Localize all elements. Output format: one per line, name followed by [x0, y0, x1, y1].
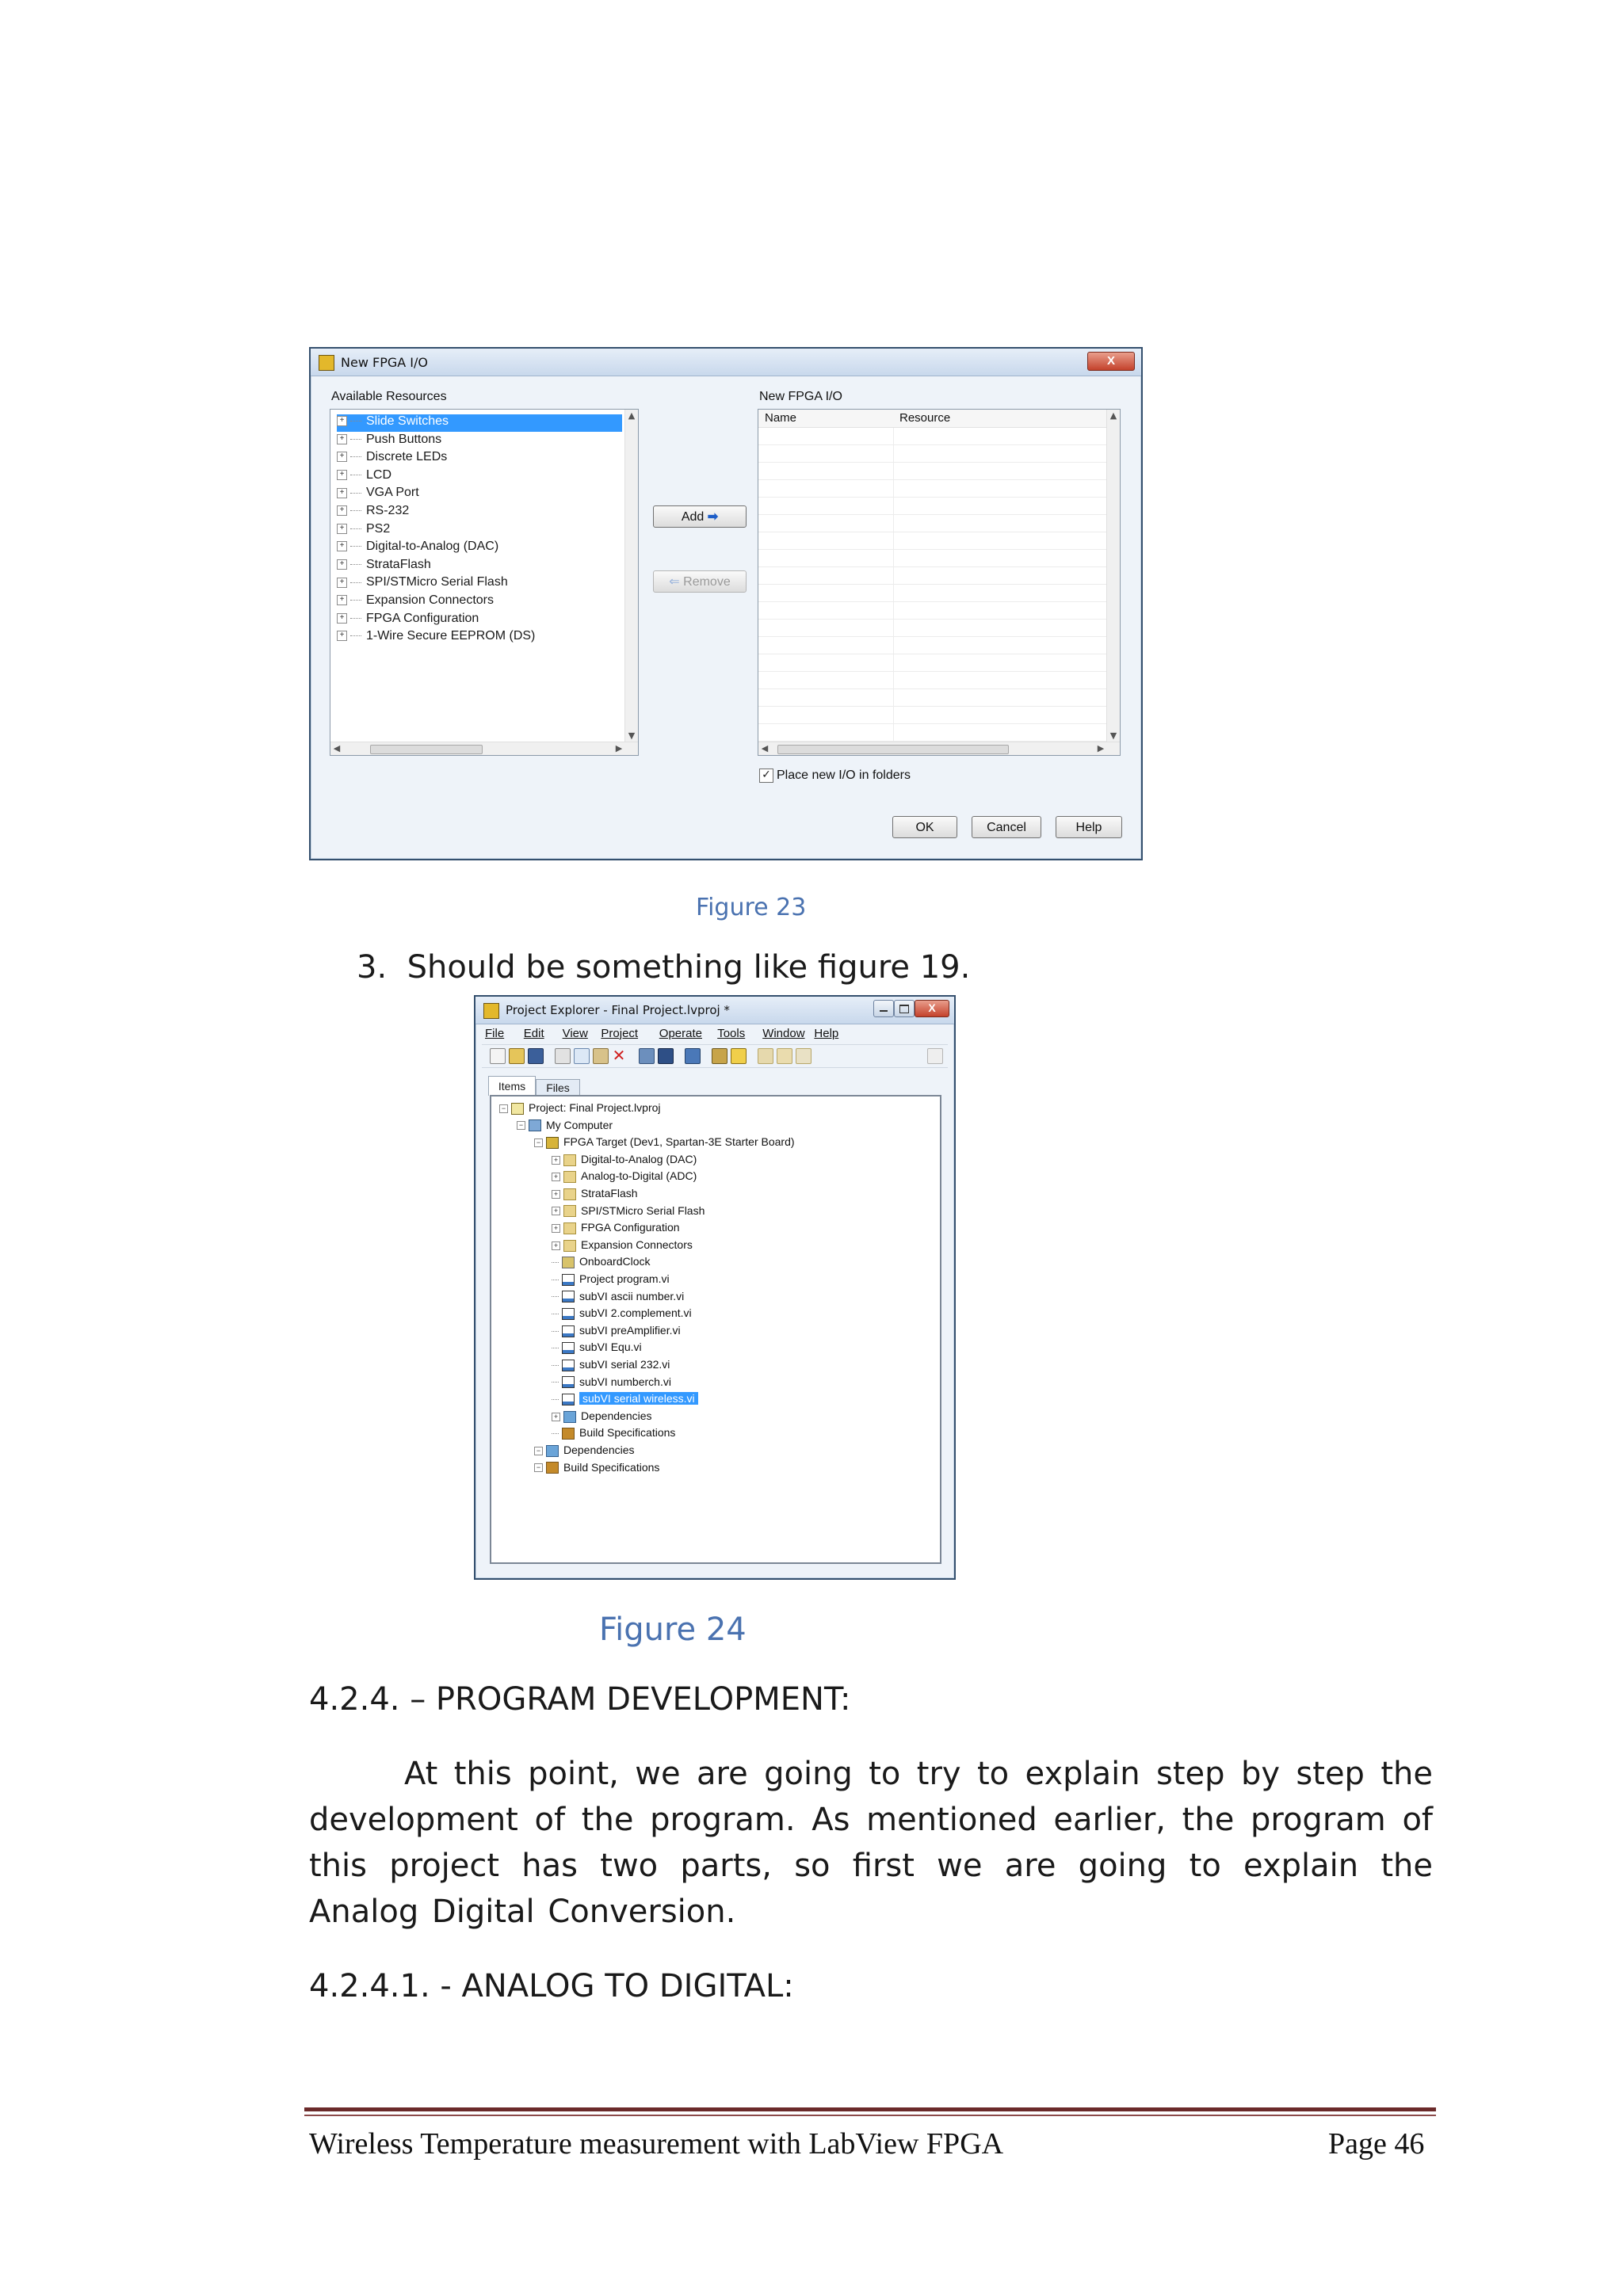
tree-item-label: FPGA Target (Dev1, Spartan-3E Starter Board) — [563, 1135, 795, 1149]
col-name-header[interactable]: Name — [765, 411, 797, 425]
close-icon: X — [928, 1001, 936, 1014]
tree-item-label: subVI Equ.vi — [579, 1341, 642, 1354]
tree-connector — [350, 635, 361, 636]
deploy-icon[interactable] — [658, 1048, 674, 1064]
tree-item[interactable] — [534, 1135, 795, 1152]
resource-label: Slide Switches — [366, 414, 449, 428]
resource-item[interactable] — [337, 593, 494, 611]
refresh-icon[interactable] — [796, 1048, 812, 1064]
tree-item[interactable] — [552, 1169, 697, 1186]
collapse-icon[interactable]: − — [534, 1463, 543, 1472]
expand-icon[interactable]: + — [337, 541, 347, 551]
resource-label: LCD — [366, 467, 392, 482]
tree-item[interactable] — [552, 1204, 705, 1221]
build-icon — [546, 1462, 559, 1474]
resource-item[interactable] — [337, 522, 390, 540]
resource-item[interactable] — [337, 558, 431, 575]
scroll-right-icon[interactable]: ▶ — [615, 743, 623, 753]
computer-icon — [529, 1119, 541, 1131]
labview-icon — [319, 355, 334, 371]
vi-icon — [562, 1394, 575, 1405]
project-explorer-window — [474, 995, 956, 1580]
resource-label: StrataFlash — [366, 557, 431, 571]
ok-button[interactable]: OK — [892, 816, 957, 838]
tree-item[interactable] — [552, 1187, 638, 1203]
tree-item[interactable] — [552, 1324, 681, 1341]
remove-button[interactable] — [653, 570, 747, 593]
footer-rule — [304, 2107, 1436, 2111]
resource-label: Push Buttons — [366, 432, 442, 446]
tree-item-label: Expansion Connectors — [581, 1238, 693, 1251]
menu-project[interactable]: Project — [601, 1027, 639, 1040]
collapse-icon[interactable]: − — [517, 1121, 525, 1130]
new-icon[interactable] — [490, 1048, 506, 1064]
resource-label: FPGA Configuration — [366, 611, 479, 625]
scroll-up-icon[interactable]: ▲ — [1109, 410, 1117, 421]
resource-label: 1-Wire Secure EEPROM (DS) — [366, 629, 536, 643]
expand-icon[interactable]: + — [552, 1156, 560, 1165]
maximize-icon — [899, 1005, 909, 1013]
tree-item[interactable] — [552, 1272, 670, 1289]
tree-connector — [350, 600, 361, 601]
new-fpga-io-table[interactable] — [758, 409, 1121, 756]
close-icon: X — [1106, 354, 1115, 368]
menu-view[interactable]: View — [562, 1027, 588, 1040]
available-resources-label: Available Resources — [331, 390, 447, 403]
expand-icon[interactable]: + — [337, 434, 347, 444]
arrow-right-icon: ➡ — [707, 510, 719, 524]
tree-connector — [350, 510, 361, 511]
folder-icon — [563, 1171, 576, 1183]
tree-item-label: Dependencies — [581, 1409, 652, 1422]
vi-icon — [562, 1291, 575, 1302]
resource-item[interactable] — [337, 540, 498, 557]
tab-items[interactable] — [488, 1076, 536, 1096]
resource-label: Expansion Connectors — [366, 593, 494, 607]
scroll-right-icon[interactable]: ▶ — [1097, 743, 1105, 753]
view-options-icon[interactable] — [685, 1048, 701, 1064]
figure-23-caption: Figure 23 — [696, 894, 807, 921]
minimize-icon — [880, 1010, 888, 1012]
tree-connector — [552, 1433, 559, 1434]
add-button-label: Add — [681, 510, 705, 524]
expand-icon[interactable]: + — [337, 595, 347, 605]
vi-icon — [562, 1376, 575, 1388]
expand-icon[interactable]: + — [552, 1241, 560, 1250]
table-horizontal-scrollbar[interactable] — [758, 742, 1120, 755]
paste-icon[interactable] — [593, 1048, 609, 1064]
collapse-icon[interactable]: − — [534, 1138, 543, 1147]
table-grid — [758, 428, 1107, 742]
tree-connector — [552, 1331, 559, 1332]
tree-item[interactable] — [552, 1358, 670, 1375]
cut-icon[interactable] — [555, 1048, 571, 1064]
find-icon[interactable] — [927, 1048, 943, 1064]
table-scroll-thumb[interactable] — [777, 745, 1009, 754]
expand-icon[interactable]: + — [337, 559, 347, 570]
menu-operate[interactable]: Operate — [659, 1027, 702, 1040]
vi-icon — [562, 1308, 575, 1320]
menu-file[interactable]: File — [485, 1027, 505, 1040]
resource-item[interactable] — [337, 504, 409, 521]
scroll-left-icon[interactable]: ◀ — [761, 743, 769, 753]
cancel-button[interactable]: Cancel — [972, 816, 1041, 838]
maximize-button[interactable] — [894, 1000, 915, 1017]
folder-icon — [563, 1188, 576, 1200]
tree-item-label: OnboardClock — [579, 1255, 651, 1268]
page-number: Page 46 — [1328, 2127, 1425, 2161]
expand-icon[interactable]: + — [337, 488, 347, 498]
close-button[interactable] — [1087, 352, 1135, 371]
dialog-title: New FPGA I/O — [341, 355, 428, 370]
tree-item[interactable] — [517, 1119, 613, 1135]
tree-connector — [350, 546, 361, 547]
tree-item[interactable] — [552, 1255, 651, 1272]
tree-item-label: subVI ascii number.vi — [579, 1289, 685, 1302]
tree-item-label: Build Specifications — [563, 1460, 660, 1474]
dependencies-icon — [563, 1411, 576, 1423]
tree-connector — [552, 1399, 559, 1400]
expand-icon[interactable]: + — [337, 505, 347, 516]
tree-item-label: StrataFlash — [581, 1187, 638, 1199]
tree-connector — [552, 1365, 559, 1366]
step-3-text: 3. Should be something like figure 19. — [357, 949, 971, 986]
menu-tools[interactable]: Tools — [717, 1027, 746, 1040]
delete-icon[interactable]: ✕ — [612, 1046, 626, 1065]
expand-icon[interactable]: + — [337, 470, 347, 480]
proj-icon — [511, 1103, 524, 1115]
tab-files[interactable] — [536, 1079, 580, 1096]
tree-connector — [350, 528, 361, 529]
subsection-heading: 4.2.4.1. - ANALOG TO DIGITAL: — [309, 1968, 794, 2004]
arrow-left-icon: ⇐ — [669, 575, 680, 589]
vi-icon — [562, 1325, 575, 1337]
open-icon[interactable] — [509, 1048, 525, 1064]
tree-connector — [350, 493, 361, 494]
tab-items-label: Items — [498, 1080, 526, 1093]
tree-item-label: Digital-to-Analog (DAC) — [581, 1152, 697, 1165]
resource-item[interactable] — [337, 414, 622, 432]
dialog-titlebar — [311, 349, 1141, 376]
resource-item[interactable] — [337, 468, 391, 486]
scroll-down-icon[interactable]: ▼ — [628, 730, 636, 741]
tree-item-label: Project: Final Project.lvproj — [529, 1101, 661, 1114]
resource-item[interactable] — [337, 433, 441, 450]
tree-connector — [552, 1382, 559, 1383]
tree-item[interactable] — [552, 1306, 692, 1323]
expand-icon[interactable]: + — [337, 524, 347, 534]
footer-title: Wireless Temperature measurement with LabView FPGA — [309, 2127, 1004, 2161]
table-header — [758, 410, 1107, 428]
scroll-up-icon[interactable]: ▲ — [628, 410, 636, 421]
checkmark-icon: ✓ — [762, 769, 771, 781]
resource-label: VGA Port — [366, 486, 419, 500]
folder-icon — [563, 1154, 576, 1166]
tree-connector — [350, 456, 361, 457]
tree-item[interactable] — [552, 1221, 680, 1238]
scroll-down-icon[interactable]: ▼ — [1109, 730, 1117, 741]
clock-icon — [562, 1257, 575, 1268]
menu-help[interactable]: Help — [814, 1027, 839, 1040]
expand-icon[interactable]: + — [552, 1413, 560, 1421]
scroll-left-icon[interactable]: ◀ — [333, 743, 341, 753]
close-button[interactable] — [915, 1000, 949, 1017]
resource-label: SPI/STMicro Serial Flash — [366, 575, 508, 589]
resource-label: Discrete LEDs — [366, 450, 448, 464]
tree-connector — [350, 582, 361, 583]
resource-item[interactable] — [337, 450, 447, 467]
build-icon[interactable] — [639, 1048, 655, 1064]
tree-item-label: Dependencies — [563, 1444, 635, 1456]
tree-item[interactable] — [552, 1392, 698, 1409]
toolbar — [482, 1044, 948, 1068]
col-resource-header[interactable]: Resource — [899, 411, 951, 425]
expand-icon[interactable]: + — [337, 613, 347, 624]
tree-item-label: Project program.vi — [579, 1272, 670, 1285]
expand-icon[interactable]: + — [337, 416, 347, 426]
tab-files-label: Files — [546, 1081, 570, 1094]
place-in-folders-checkbox[interactable] — [759, 769, 773, 783]
tree-item[interactable] — [552, 1153, 697, 1169]
tree-item[interactable] — [552, 1290, 684, 1306]
tree-connector — [350, 439, 361, 440]
tree-item-label: My Computer — [546, 1118, 613, 1131]
tree-connector — [350, 618, 361, 619]
vi-icon — [562, 1342, 575, 1354]
copy-icon[interactable] — [574, 1048, 590, 1064]
folder-add-icon[interactable] — [777, 1048, 792, 1064]
tree-item-label: subVI numberch.vi — [579, 1375, 671, 1388]
tree-item[interactable] — [534, 1461, 659, 1478]
expand-icon[interactable]: + — [337, 452, 347, 462]
resource-item[interactable] — [337, 629, 535, 646]
resource-item[interactable] — [337, 486, 419, 503]
labview-icon — [483, 1003, 499, 1019]
tree-item[interactable] — [552, 1341, 642, 1357]
remove-button-label: Remove — [683, 575, 731, 589]
dependencies-icon — [546, 1445, 559, 1457]
tree-item-label: Build Specifications — [579, 1426, 676, 1440]
tree-item[interactable] — [552, 1375, 671, 1392]
resources-horizontal-scrollbar[interactable] — [330, 742, 638, 755]
resources-scroll-thumb[interactable] — [370, 745, 483, 754]
build-icon — [562, 1428, 575, 1440]
hierarchy-icon[interactable] — [758, 1048, 773, 1064]
fpga-icon — [546, 1137, 559, 1149]
tree-item-label: subVI serial wireless.vi — [579, 1392, 698, 1405]
vi-icon — [562, 1274, 575, 1286]
folder-icon — [563, 1222, 576, 1234]
project-tree-panel[interactable] — [490, 1095, 941, 1564]
expand-icon[interactable]: + — [552, 1207, 560, 1215]
resource-label: Digital-to-Analog (DAC) — [366, 540, 499, 554]
collapse-icon[interactable]: − — [499, 1104, 508, 1113]
collapse-icon[interactable]: − — [534, 1447, 543, 1455]
explorer-title: Project Explorer - Final Project.lvproj * — [506, 1003, 730, 1017]
tree-item[interactable] — [552, 1426, 675, 1443]
properties-icon[interactable] — [712, 1048, 727, 1064]
explorer-titlebar — [475, 997, 954, 1024]
tree-item[interactable] — [552, 1409, 652, 1426]
new-fpga-io-label: New FPGA I/O — [759, 390, 842, 403]
vi-icon — [562, 1360, 575, 1371]
save-all-icon[interactable] — [528, 1048, 544, 1064]
tree-item[interactable] — [534, 1444, 635, 1460]
resource-label: RS-232 — [366, 504, 410, 517]
figure-24-caption: Figure 24 — [599, 1611, 747, 1648]
expand-icon[interactable]: + — [552, 1190, 560, 1199]
add-button[interactable] — [653, 505, 747, 528]
resource-item[interactable] — [337, 575, 508, 593]
expand-icon[interactable]: + — [552, 1224, 560, 1233]
tree-item[interactable] — [552, 1238, 693, 1255]
minimize-button[interactable] — [873, 1000, 894, 1017]
section-heading: 4.2.4. – PROGRAM DEVELOPMENT: — [309, 1681, 851, 1718]
tree-item-label: subVI 2.complement.vi — [579, 1306, 692, 1320]
body-paragraph: At this point, we are going to try to explain step by step the development of the program. As mentioned earlier, the program of this project has two parts, so first we are going to explain the Analog Digital Conversion. — [309, 1756, 1433, 1930]
available-resources-list[interactable] — [330, 409, 639, 756]
resource-label: PS2 — [366, 521, 391, 536]
tree-connector — [552, 1262, 559, 1263]
tree-item-label: subVI preAmplifier.vi — [579, 1323, 681, 1337]
tree-item[interactable] — [499, 1101, 661, 1118]
tree-item-label: SPI/STMicro Serial Flash — [581, 1203, 705, 1217]
menu-window[interactable]: Window — [762, 1027, 805, 1040]
table-vertical-scrollbar[interactable] — [1106, 410, 1120, 742]
warning-icon[interactable] — [731, 1048, 747, 1064]
expand-icon[interactable]: + — [552, 1173, 560, 1181]
tree-connector — [552, 1296, 559, 1297]
tree-item-label: subVI serial 232.vi — [579, 1358, 670, 1371]
new-fpga-io-dialog — [309, 347, 1143, 860]
footer-rule-thin — [304, 2115, 1436, 2116]
place-in-folders-label: Place new I/O in folders — [777, 769, 911, 782]
expand-icon[interactable]: + — [337, 578, 347, 588]
folder-icon — [563, 1205, 576, 1217]
tree-connector — [350, 564, 361, 565]
tree-item-label: FPGA Configuration — [581, 1221, 680, 1234]
resource-item[interactable] — [337, 612, 479, 629]
tree-item-label: Analog-to-Digital (ADC) — [581, 1169, 697, 1183]
folder-icon — [563, 1240, 576, 1252]
expand-icon[interactable]: + — [337, 631, 347, 641]
menu-edit[interactable]: Edit — [523, 1027, 544, 1040]
resources-vertical-scrollbar[interactable] — [624, 410, 638, 742]
help-button[interactable]: Help — [1056, 816, 1122, 838]
